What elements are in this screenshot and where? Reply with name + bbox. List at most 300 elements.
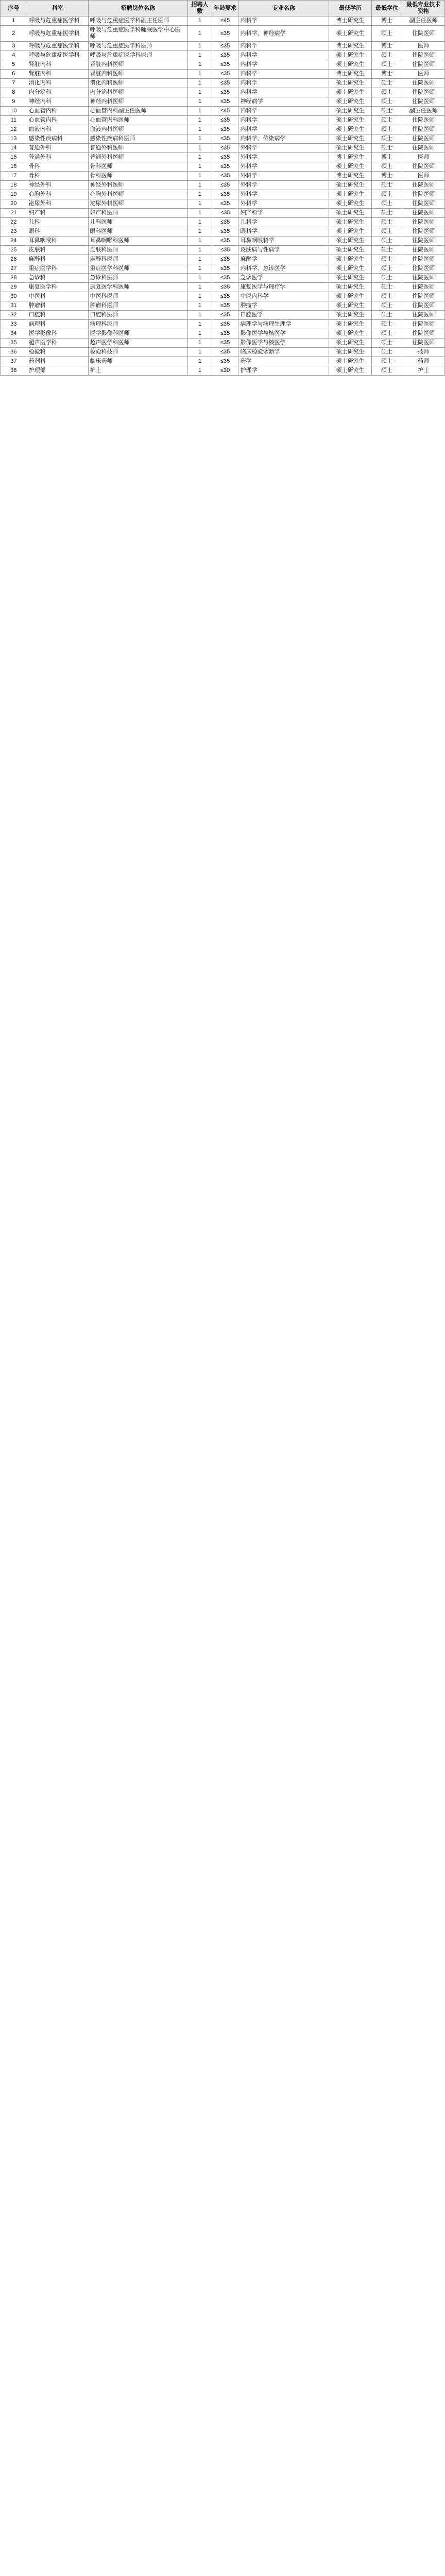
cell-degree: 硕士 [371, 301, 402, 311]
cell-degree: 硕士 [371, 357, 402, 366]
column-header: 序号 [1, 1, 27, 16]
cell-degree: 硕士 [371, 246, 402, 255]
cell-degree: 硕士 [371, 366, 402, 376]
cell-age: ≤35 [212, 162, 238, 172]
cell-age: ≤35 [212, 292, 238, 301]
cell-major: 内科学 [238, 16, 329, 26]
cell-education: 硕士研究生 [329, 227, 372, 236]
cell-position: 心血管内科医师 [88, 116, 188, 125]
cell-major: 内科学 [238, 125, 329, 134]
cell-index: 9 [1, 97, 27, 107]
cell-age: ≤35 [212, 255, 238, 264]
table-row [1, 172, 445, 181]
cell-education: 博士研究生 [329, 172, 372, 181]
cell-age: ≤30 [212, 366, 238, 376]
cell-position: 肿瘤科医师 [88, 301, 188, 311]
cell-index: 23 [1, 227, 27, 236]
cell-index: 28 [1, 274, 27, 283]
cell-position: 临床药师 [88, 357, 188, 366]
table-header [1, 1, 445, 16]
cell-education: 硕士研究生 [329, 338, 372, 348]
cell-count: 1 [188, 348, 212, 357]
cell-age: ≤35 [212, 70, 238, 79]
cell-age: ≤35 [212, 218, 238, 227]
cell-degree: 硕士 [371, 51, 402, 60]
table-row [1, 255, 445, 264]
cell-title: 住院医师 [402, 311, 445, 320]
table-row [1, 125, 445, 134]
cell-count: 1 [188, 79, 212, 88]
cell-degree: 硕士 [371, 338, 402, 348]
table-row [1, 264, 445, 274]
table-row [1, 236, 445, 246]
cell-degree: 硕士 [371, 236, 402, 246]
cell-position: 神经内科医师 [88, 97, 188, 107]
cell-major: 外科学 [238, 172, 329, 181]
cell-title: 住院医师 [402, 79, 445, 88]
cell-count: 1 [188, 227, 212, 236]
table-row [1, 274, 445, 283]
cell-degree: 硕士 [371, 162, 402, 172]
column-header: 招聘岗位名称 [88, 1, 188, 16]
cell-title: 住院医师 [402, 88, 445, 97]
cell-department: 药剂科 [27, 357, 88, 366]
cell-major: 口腔医学 [238, 311, 329, 320]
cell-position: 检验科技师 [88, 348, 188, 357]
cell-department: 肾脏内科 [27, 60, 88, 70]
table-row [1, 190, 445, 199]
cell-major: 内科学 [238, 107, 329, 116]
cell-education: 博士研究生 [329, 16, 372, 26]
cell-age: ≤35 [212, 42, 238, 51]
cell-education: 硕士研究生 [329, 218, 372, 227]
cell-education: 硕士研究生 [329, 79, 372, 88]
cell-count: 1 [188, 107, 212, 116]
cell-degree: 硕士 [371, 116, 402, 125]
table-row [1, 144, 445, 153]
cell-major: 外科学 [238, 199, 329, 209]
cell-major: 麻醉学 [238, 255, 329, 264]
cell-count: 1 [188, 246, 212, 255]
cell-degree: 硕士 [371, 283, 402, 292]
cell-index: 3 [1, 42, 27, 51]
cell-age: ≤35 [212, 199, 238, 209]
cell-department: 皮肤科 [27, 246, 88, 255]
cell-age: ≤35 [212, 116, 238, 125]
cell-count: 1 [188, 366, 212, 376]
cell-position: 消化内科医师 [88, 79, 188, 88]
table-row [1, 199, 445, 209]
cell-count: 1 [188, 42, 212, 51]
cell-title: 住院医师 [402, 292, 445, 301]
cell-education: 硕士研究生 [329, 162, 372, 172]
cell-title: 住院医师 [402, 246, 445, 255]
cell-department: 泌尿外科 [27, 199, 88, 209]
cell-position: 血液内科医师 [88, 125, 188, 134]
table-row [1, 153, 445, 162]
cell-education: 硕士研究生 [329, 366, 372, 376]
table-row [1, 301, 445, 311]
cell-count: 1 [188, 70, 212, 79]
cell-index: 19 [1, 190, 27, 199]
cell-title: 住院医师 [402, 320, 445, 329]
cell-title: 医师 [402, 172, 445, 181]
cell-department: 中医科 [27, 292, 88, 301]
cell-index: 10 [1, 107, 27, 116]
cell-age: ≤35 [212, 134, 238, 144]
cell-index: 12 [1, 125, 27, 134]
cell-position: 儿科医师 [88, 218, 188, 227]
cell-education: 硕士研究生 [329, 255, 372, 264]
cell-count: 1 [188, 218, 212, 227]
cell-index: 35 [1, 338, 27, 348]
cell-age: ≤35 [212, 348, 238, 357]
cell-department: 重症医学科 [27, 264, 88, 274]
cell-department: 呼吸与危重症医学科 [27, 26, 88, 42]
cell-major: 病理学与病理生理学 [238, 320, 329, 329]
cell-position: 泌尿外科医师 [88, 199, 188, 209]
table-row [1, 134, 445, 144]
cell-age: ≤35 [212, 274, 238, 283]
cell-position: 皮肤科医师 [88, 246, 188, 255]
cell-department: 心血管内科 [27, 116, 88, 125]
cell-degree: 硕士 [371, 79, 402, 88]
cell-age: ≤45 [212, 107, 238, 116]
cell-count: 1 [188, 51, 212, 60]
cell-major: 肿瘤学 [238, 301, 329, 311]
cell-education: 硕士研究生 [329, 144, 372, 153]
column-header: 科室 [27, 1, 88, 16]
table-row [1, 16, 445, 26]
cell-position: 口腔科医师 [88, 311, 188, 320]
cell-position: 呼吸与危重症医学科睡眠医学中心医师 [88, 26, 188, 42]
cell-count: 1 [188, 255, 212, 264]
cell-index: 13 [1, 134, 27, 144]
cell-degree: 博士 [371, 172, 402, 181]
table-body [1, 16, 445, 376]
table-row [1, 26, 445, 42]
cell-count: 1 [188, 181, 212, 190]
cell-major: 外科学 [238, 144, 329, 153]
table-row [1, 79, 445, 88]
cell-index: 17 [1, 172, 27, 181]
table-row [1, 70, 445, 79]
cell-age: ≤35 [212, 357, 238, 366]
cell-position: 医学影像科医师 [88, 329, 188, 338]
cell-index: 24 [1, 236, 27, 246]
cell-position: 骨科医师 [88, 162, 188, 172]
cell-degree: 硕士 [371, 209, 402, 218]
cell-count: 1 [188, 116, 212, 125]
cell-title: 医师 [402, 42, 445, 51]
cell-department: 内分泌科 [27, 88, 88, 97]
cell-age: ≤35 [212, 172, 238, 181]
cell-education: 硕士研究生 [329, 283, 372, 292]
column-header: 专业名称 [238, 1, 329, 16]
cell-major: 儿科学 [238, 218, 329, 227]
cell-degree: 硕士 [371, 125, 402, 134]
cell-title: 住院医师 [402, 199, 445, 209]
cell-department: 消化内科 [27, 79, 88, 88]
cell-education: 硕士研究生 [329, 51, 372, 60]
cell-title: 住院医师 [402, 283, 445, 292]
cell-education: 硕士研究生 [329, 181, 372, 190]
cell-education: 硕士研究生 [329, 209, 372, 218]
cell-index: 16 [1, 162, 27, 172]
cell-index: 18 [1, 181, 27, 190]
cell-position: 中医科医师 [88, 292, 188, 301]
cell-index: 11 [1, 116, 27, 125]
cell-title: 住院医师 [402, 26, 445, 42]
cell-education: 硕士研究生 [329, 125, 372, 134]
column-header: 招聘人数 [188, 1, 212, 16]
cell-index: 34 [1, 329, 27, 338]
cell-age: ≤35 [212, 125, 238, 134]
cell-position: 重症医学科医师 [88, 264, 188, 274]
cell-age: ≤35 [212, 97, 238, 107]
cell-age: ≤35 [212, 209, 238, 218]
cell-major: 内科学 [238, 79, 329, 88]
cell-count: 1 [188, 236, 212, 246]
cell-degree: 硕士 [371, 218, 402, 227]
cell-major: 急诊医学 [238, 274, 329, 283]
cell-age: ≤35 [212, 320, 238, 329]
cell-title: 住院医师 [402, 274, 445, 283]
cell-title: 住院医师 [402, 181, 445, 190]
cell-education: 硕士研究生 [329, 246, 372, 255]
cell-count: 1 [188, 338, 212, 348]
cell-index: 20 [1, 199, 27, 209]
cell-count: 1 [188, 16, 212, 26]
cell-index: 36 [1, 348, 27, 357]
cell-count: 1 [188, 311, 212, 320]
cell-education: 硕士研究生 [329, 320, 372, 329]
cell-age: ≤35 [212, 144, 238, 153]
cell-count: 1 [188, 144, 212, 153]
cell-count: 1 [188, 26, 212, 42]
cell-major: 影像医学与核医学 [238, 338, 329, 348]
cell-position: 骨科医师 [88, 172, 188, 181]
table-row [1, 357, 445, 366]
cell-count: 1 [188, 329, 212, 338]
cell-age: ≤35 [212, 301, 238, 311]
table-row [1, 311, 445, 320]
cell-education: 硕士研究生 [329, 190, 372, 199]
table-row [1, 246, 445, 255]
cell-degree: 硕士 [371, 311, 402, 320]
cell-age: ≤35 [212, 246, 238, 255]
cell-age: ≤35 [212, 338, 238, 348]
cell-major: 妇产科学 [238, 209, 329, 218]
cell-major: 临床检验诊断学 [238, 348, 329, 357]
cell-degree: 硕士 [371, 320, 402, 329]
cell-age: ≤35 [212, 264, 238, 274]
cell-title: 住院医师 [402, 227, 445, 236]
cell-department: 超声医学科 [27, 338, 88, 348]
cell-title: 住院医师 [402, 162, 445, 172]
cell-degree: 硕士 [371, 190, 402, 199]
table-row [1, 162, 445, 172]
cell-count: 1 [188, 88, 212, 97]
cell-index: 38 [1, 366, 27, 376]
cell-index: 33 [1, 320, 27, 329]
cell-position: 急诊科医师 [88, 274, 188, 283]
cell-education: 硕士研究生 [329, 116, 372, 125]
cell-degree: 博士 [371, 153, 402, 162]
cell-title: 住院医师 [402, 190, 445, 199]
table-row [1, 366, 445, 376]
cell-major: 外科学 [238, 181, 329, 190]
cell-degree: 硕士 [371, 134, 402, 144]
cell-position: 感染性疾病科医师 [88, 134, 188, 144]
table-row [1, 97, 445, 107]
table-row [1, 320, 445, 329]
cell-count: 1 [188, 320, 212, 329]
cell-degree: 硕士 [371, 181, 402, 190]
cell-position: 超声医学科医师 [88, 338, 188, 348]
cell-count: 1 [188, 301, 212, 311]
cell-title: 住院医师 [402, 338, 445, 348]
cell-index: 37 [1, 357, 27, 366]
cell-department: 普通外科 [27, 144, 88, 153]
cell-major: 内科学 [238, 70, 329, 79]
cell-title: 护士 [402, 366, 445, 376]
cell-index: 8 [1, 88, 27, 97]
cell-major: 内科学、传染病学 [238, 134, 329, 144]
cell-education: 硕士研究生 [329, 292, 372, 301]
cell-index: 30 [1, 292, 27, 301]
cell-education: 硕士研究生 [329, 236, 372, 246]
cell-major: 外科学 [238, 153, 329, 162]
cell-education: 硕士研究生 [329, 264, 372, 274]
cell-department: 康复医学科 [27, 283, 88, 292]
cell-major: 中医内科学 [238, 292, 329, 301]
cell-index: 5 [1, 60, 27, 70]
table-row [1, 116, 445, 125]
cell-title: 住院医师 [402, 144, 445, 153]
cell-degree: 硕士 [371, 227, 402, 236]
cell-major: 耳鼻咽喉科学 [238, 236, 329, 246]
cell-department: 神经内科 [27, 97, 88, 107]
cell-major: 护理学 [238, 366, 329, 376]
cell-department: 呼吸与危重症医学科 [27, 16, 88, 26]
cell-age: ≤35 [212, 51, 238, 60]
cell-count: 1 [188, 153, 212, 162]
cell-title: 技师 [402, 348, 445, 357]
cell-count: 1 [188, 264, 212, 274]
cell-major: 内科学 [238, 60, 329, 70]
cell-position: 麻醉科医师 [88, 255, 188, 264]
cell-title: 住院医师 [402, 209, 445, 218]
cell-index: 1 [1, 16, 27, 26]
cell-department: 儿科 [27, 218, 88, 227]
cell-major: 外科学 [238, 190, 329, 199]
cell-major: 康复医学与理疗学 [238, 283, 329, 292]
cell-department: 神经外科 [27, 181, 88, 190]
cell-position: 普通外科医师 [88, 153, 188, 162]
cell-position: 神经外科医师 [88, 181, 188, 190]
table-row [1, 338, 445, 348]
cell-department: 呼吸与危重症医学科 [27, 42, 88, 51]
cell-count: 1 [188, 209, 212, 218]
cell-index: 4 [1, 51, 27, 60]
column-header: 年龄要求 [212, 1, 238, 16]
cell-position: 心胸外科医师 [88, 190, 188, 199]
column-header: 最低专业技术资格 [402, 1, 445, 16]
cell-index: 7 [1, 79, 27, 88]
cell-title: 副主任医师 [402, 16, 445, 26]
cell-age: ≤45 [212, 16, 238, 26]
cell-title: 住院医师 [402, 134, 445, 144]
cell-index: 26 [1, 255, 27, 264]
cell-position: 耳鼻咽喉科医师 [88, 236, 188, 246]
column-header: 最低学位 [371, 1, 402, 16]
cell-degree: 硕士 [371, 292, 402, 301]
cell-count: 1 [188, 190, 212, 199]
cell-major: 内科学 [238, 51, 329, 60]
table-row [1, 218, 445, 227]
table-row [1, 292, 445, 301]
table-row [1, 51, 445, 60]
table-row [1, 329, 445, 338]
cell-age: ≤35 [212, 311, 238, 320]
cell-education: 硕士研究生 [329, 274, 372, 283]
cell-major: 影像医学与核医学 [238, 329, 329, 338]
cell-title: 住院医师 [402, 116, 445, 125]
cell-age: ≤35 [212, 329, 238, 338]
cell-count: 1 [188, 125, 212, 134]
cell-index: 2 [1, 26, 27, 42]
cell-position: 肾脏内科医师 [88, 70, 188, 79]
cell-position: 妇产科医师 [88, 209, 188, 218]
table-row [1, 181, 445, 190]
cell-degree: 硕士 [371, 199, 402, 209]
cell-title: 住院医师 [402, 97, 445, 107]
table-row [1, 88, 445, 97]
cell-position: 眼科医师 [88, 227, 188, 236]
cell-degree: 硕士 [371, 264, 402, 274]
cell-department: 肿瘤科 [27, 301, 88, 311]
cell-education: 硕士研究生 [329, 60, 372, 70]
cell-age: ≤35 [212, 190, 238, 199]
cell-age: ≤35 [212, 227, 238, 236]
cell-department: 妇产科 [27, 209, 88, 218]
cell-major: 药学 [238, 357, 329, 366]
cell-count: 1 [188, 97, 212, 107]
cell-department: 口腔科 [27, 311, 88, 320]
cell-education: 硕士研究生 [329, 348, 372, 357]
cell-degree: 博士 [371, 70, 402, 79]
cell-position: 内分泌科医师 [88, 88, 188, 97]
cell-position: 呼吸与危重症医学科副主任医师 [88, 16, 188, 26]
cell-title: 住院医师 [402, 236, 445, 246]
cell-index: 15 [1, 153, 27, 162]
cell-position: 肾脏内科医师 [88, 60, 188, 70]
cell-department: 普通外科 [27, 153, 88, 162]
cell-position: 呼吸与危重症医学科医师 [88, 51, 188, 60]
cell-major: 内科学 [238, 88, 329, 97]
cell-index: 14 [1, 144, 27, 153]
cell-department: 检验科 [27, 348, 88, 357]
table-row [1, 227, 445, 236]
cell-title: 住院医师 [402, 301, 445, 311]
cell-department: 心胸外科 [27, 190, 88, 199]
cell-department: 感染性疾病科 [27, 134, 88, 144]
cell-index: 21 [1, 209, 27, 218]
cell-education: 硕士研究生 [329, 301, 372, 311]
cell-education: 硕士研究生 [329, 311, 372, 320]
cell-education: 博士研究生 [329, 70, 372, 79]
